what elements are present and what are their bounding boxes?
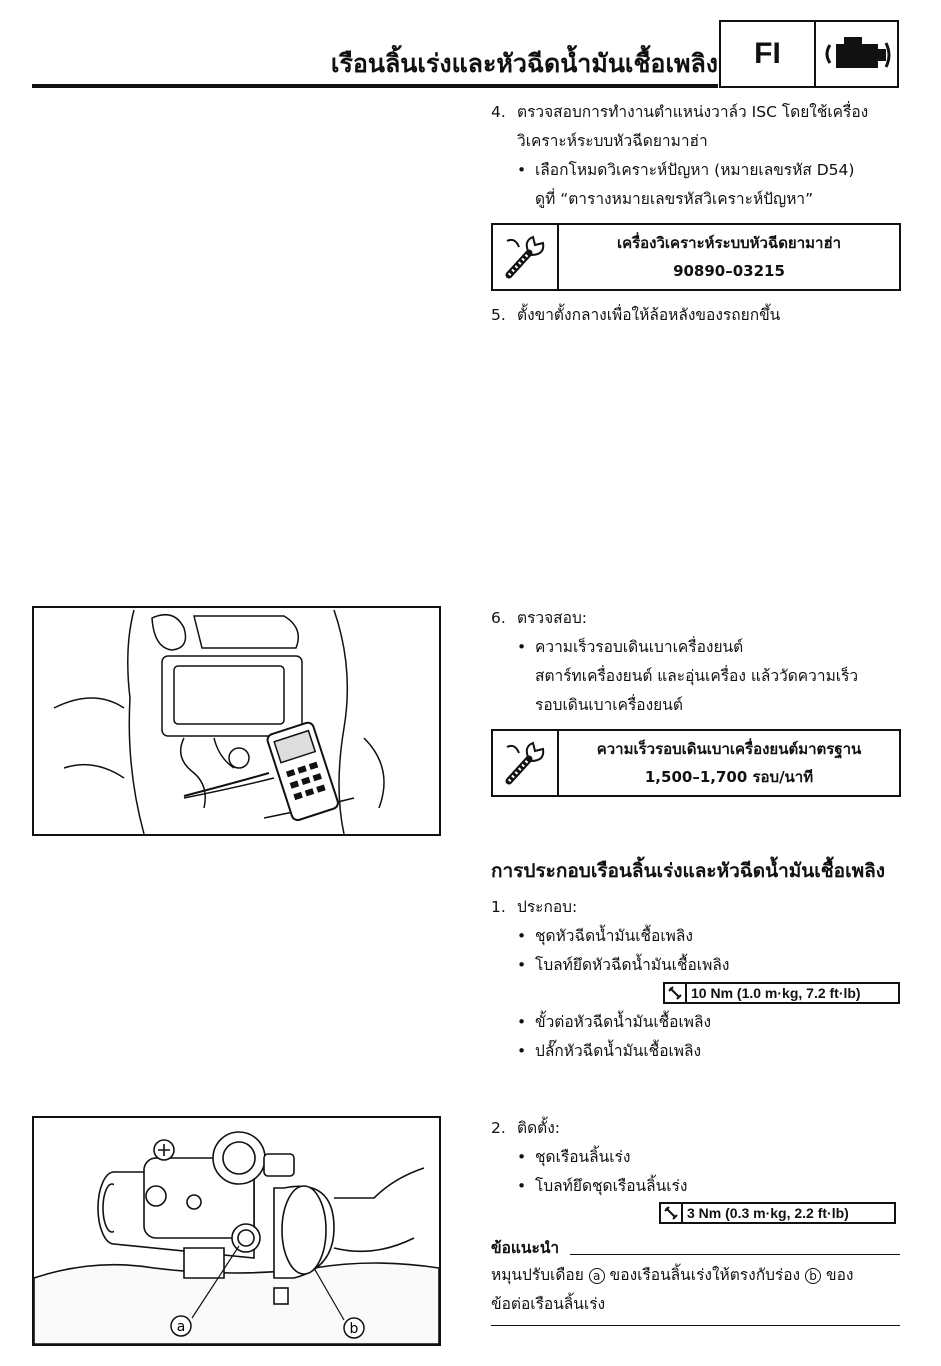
torque-value: 10 Nm (1.0 m·kg, 7.2 ft·lb): [691, 985, 861, 1001]
engine-icon: [816, 22, 897, 86]
note-line1: [491, 1261, 854, 1290]
step4-line1: [491, 98, 868, 127]
step6-bullet-text: ความเร็วรอบเดินเบาเครื่องยนต์: [535, 638, 744, 656]
note-bottom-rule: [491, 1325, 900, 1326]
spec-name: ความเร็วรอบเดินเบาเครื่องยนต์มาตรฐาน: [596, 740, 862, 758]
list-item: • ชุดหัวฉีดน้ำมันเชื้อเพลิง: [517, 927, 693, 945]
note-line2: ข้อต่อเรือนลิ้นเร่ง: [491, 1295, 606, 1313]
note-rule: [570, 1254, 900, 1255]
list-item: • ปลั๊กหัวฉีดน้ำมันเชื้อเพลิง: [517, 1042, 702, 1060]
tool-name: เครื่องวิเคราะห์ระบบหัวฉีดยามาฮ่า: [616, 234, 842, 252]
spec-box: [491, 729, 901, 797]
page-title: เรือนลิ้นเร่งและหัวฉีดน้ำมันเชื้อเพลิง: [330, 49, 718, 78]
step5: [491, 301, 780, 330]
section-heading: การประกอบเรือนลิ้นเร่งและหัวฉีดน้ำมันเชื้อเพลิง: [491, 860, 886, 882]
assembly-step1-number: 1.: [491, 898, 506, 916]
list-item-text: ปลั๊กหัวฉีดน้ำมันเชื้อเพลิง: [535, 1042, 702, 1060]
torque-spec: [659, 1202, 896, 1224]
assembly-step1-text: ประกอบ:: [517, 898, 578, 916]
tool-box: [491, 223, 901, 291]
tool-part-number: 90890–03215: [673, 262, 785, 280]
step6-line2: สตาร์ทเครื่องยนต์ และอุ่นเครื่อง แล้ววัดความเร็ว: [535, 667, 859, 685]
note-label: ข้อแนะนำ: [491, 1239, 560, 1257]
note-text: ของเรือนลิ้นเร่งให้ตรงกับร่อง: [609, 1266, 801, 1284]
list-item-text: ขั้วต่อหัวฉีดน้ำมันเชื้อเพลิง: [535, 1013, 712, 1031]
tool-icon: [493, 225, 559, 289]
step6-number: 6.: [491, 609, 506, 627]
callout-a-label: a: [176, 1319, 186, 1335]
step4-line2: วิเคราะห์ระบบหัวฉีดยามาฮ่า: [517, 132, 708, 150]
step4-text: ตรวจสอบการทำงานตำแหน่งวาล์ว ISC โดยใช้เครื่อง: [517, 103, 869, 121]
tool-icon: [493, 731, 559, 795]
header-rule: [32, 84, 718, 88]
fi-label: FI: [721, 22, 816, 86]
figure-throttle-body: [32, 1116, 441, 1346]
note-text: ของ: [826, 1266, 854, 1284]
figure-diagnostic-tool: [32, 606, 441, 836]
step6: [491, 604, 587, 633]
torque-wrench-icon: [665, 984, 687, 1002]
list-item-text: ชุดเรือนลิ้นเร่ง: [535, 1148, 631, 1166]
torque-wrench-icon: [661, 1204, 683, 1222]
assembly-step2: [491, 1114, 560, 1143]
assembly-step1: [491, 893, 577, 922]
step6-bullet: • ความเร็วรอบเดินเบาเครื่องยนต์: [517, 638, 744, 656]
step6-line3: รอบเดินเบาเครื่องยนต์: [535, 696, 683, 714]
callout-a-marker: a: [589, 1268, 605, 1284]
section-badge: [719, 20, 899, 88]
list-item: • โบลท์ยึดชุดเรือนลิ้นเร่ง: [517, 1177, 688, 1195]
list-item: • ชุดเรือนลิ้นเร่ง: [517, 1148, 631, 1166]
list-item-text: โบลท์ยึดชุดเรือนลิ้นเร่ง: [535, 1177, 688, 1195]
assembly-step2-text: ติดตั้ง:: [517, 1119, 560, 1137]
list-item-text: โบลท์ยึดหัวฉีดน้ำมันเชื้อเพลิง: [535, 956, 730, 974]
callout-b-marker: b: [805, 1268, 821, 1284]
callout-b-label: b: [349, 1321, 359, 1337]
step6-text: ตรวจสอบ:: [517, 609, 588, 627]
step5-text: ตั้งขาตั้งกลางเพื่อให้ล้อหลังของรถยกขึ้น: [517, 306, 781, 324]
step4-bullet-text: เลือกโหมดวิเคราะห์ปัญหา (หมายเลขรหัส D54): [535, 161, 855, 179]
note-text: หมุนปรับเดือย: [491, 1266, 584, 1284]
step4-bullet-line2: ดูที่ “ตารางหมายเลขรหัสวิเคราะห์ปัญหา”: [535, 190, 814, 208]
torque-spec: [663, 982, 900, 1004]
step4-number: 4.: [491, 103, 506, 121]
list-item: • โบลท์ยึดหัวฉีดน้ำมันเชื้อเพลิง: [517, 956, 730, 974]
torque-value: 3 Nm (0.3 m·kg, 2.2 ft·lb): [687, 1205, 849, 1221]
step4-bullet: • เลือกโหมดวิเคราะห์ปัญหา (หมายเลขรหัส D54): [517, 161, 855, 179]
assembly-step2-number: 2.: [491, 1119, 506, 1137]
list-item-text: ชุดหัวฉีดน้ำมันเชื้อเพลิง: [535, 927, 693, 945]
step5-number: 5.: [491, 306, 506, 324]
spec-value: 1,500–1,700 รอบ/นาที: [644, 768, 814, 786]
list-item: • ขั้วต่อหัวฉีดน้ำมันเชื้อเพลิง: [517, 1013, 712, 1031]
